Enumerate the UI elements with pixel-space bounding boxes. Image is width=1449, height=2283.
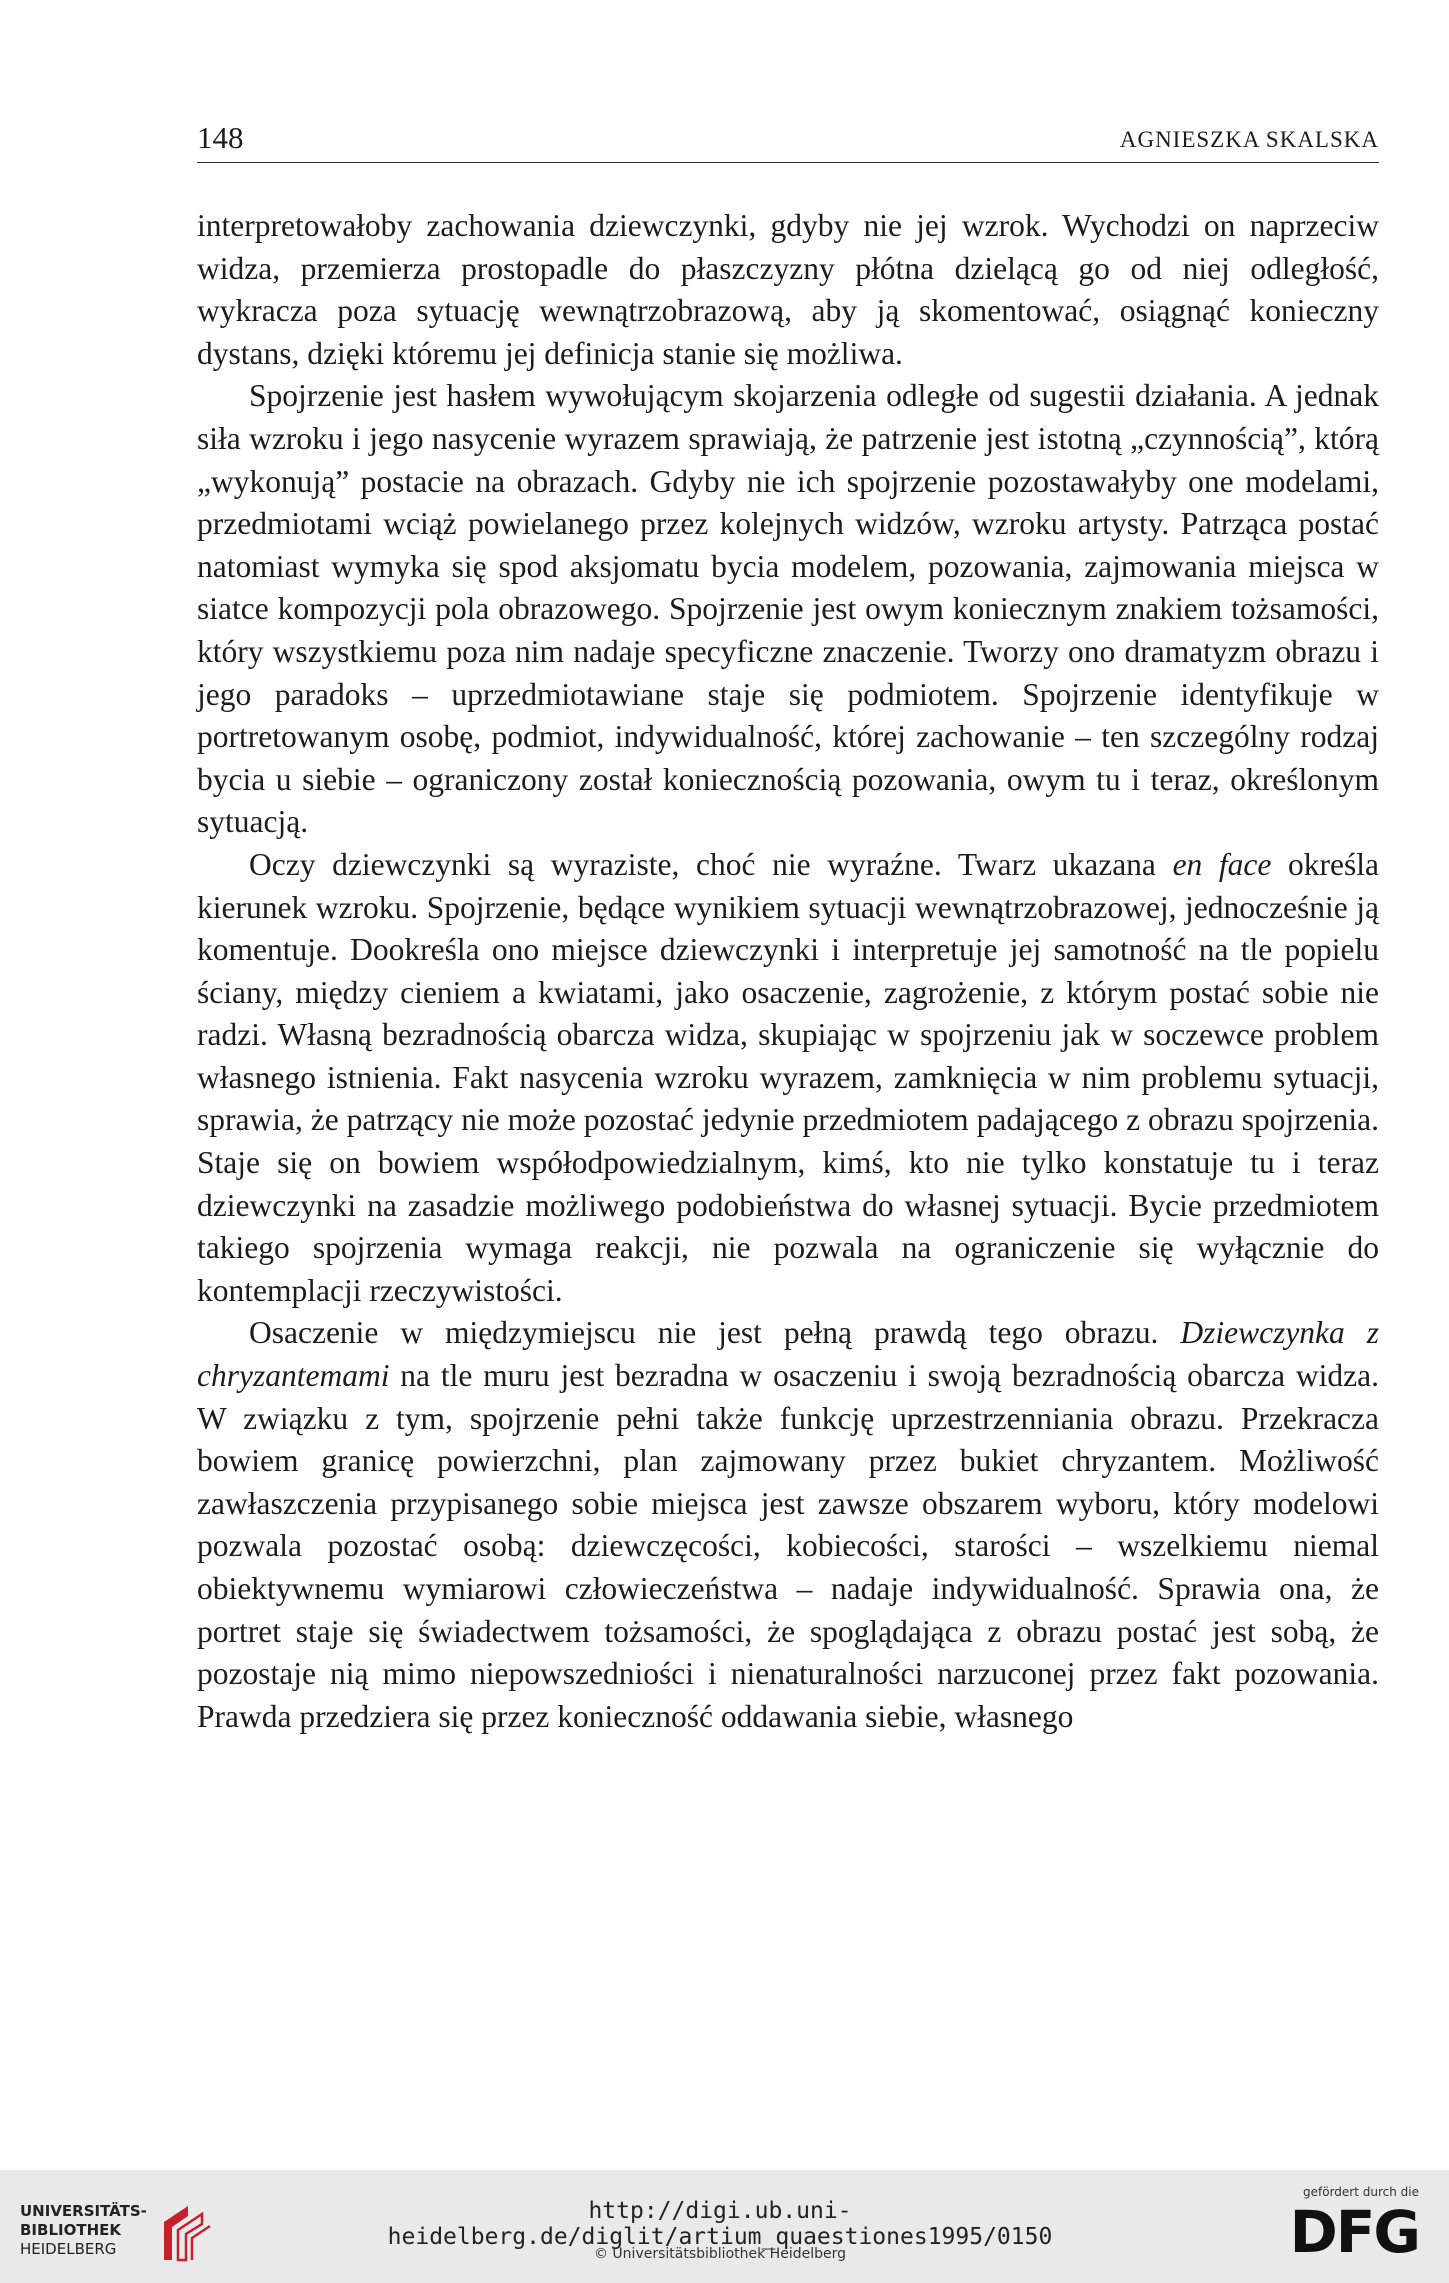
copyright-notice: © Universitätsbibliothek Heidelberg <box>593 2246 846 2262</box>
paragraph-2: Spojrzenie jest hasłem wywołującym skojarzenia odległe od sugestii działania. A jednak siła wzroku i jego nasycenie wyrazem sprawiają, że patrzenie jest istotną „czynnością”, którą „wykonują” postacie na obrazach. Gdyby nie ich spojrzenie pozostawałyby one modelami, przedmiotami wciąż powielanego przez kolejnych widzów, wzroku artysty. Patrząca postać natomiast wymyka się spod aksjomatu bycia modelem, pozowania, zajmowania miejsca w siatce kompozycji pola obrazowego. Spojrzenie jest owym koniecznym znakiem tożsamości, który wszystkiemu poza nim nadaje specyficzne znaczenie. Tworzy ono dramatyzm obrazu i jego paradoks – uprzedmiotawiane staje się podmiotem. Spojrzenie identyfikuje w portretowanym osobę, podmiot, indywidualność, której zachowanie – ten szczególny rodzaj bycia u siebie – ograniczony został koniecznością pozowania, owym tu i teraz, określonym sytuacją. <box>197 378 1379 840</box>
dfg-logo-icon: DFG <box>1289 2198 1419 2266</box>
body-text <box>197 205 1379 1738</box>
paragraph-4-italic: Dziewczynka z chryzantemami <box>197 1315 1379 1394</box>
digitization-footer <box>0 2170 1449 2283</box>
page-header <box>197 118 1379 163</box>
library-name-line-3: HEIDELBERG <box>20 2240 117 2258</box>
paragraph-3-start: Oczy dziewczynki są wyraziste, choć nie wyraźne. Twarz ukazana <box>249 846 1173 882</box>
paragraph-3-italic: en face <box>1172 846 1272 882</box>
library-name-line-1: UNIVERSITÄTS- <box>20 2202 147 2220</box>
funder-block[interactable] <box>1259 2184 1419 2274</box>
library-name <box>20 2202 147 2259</box>
funder-caption: gefördert durch die <box>1303 2185 1419 2199</box>
paragraph-4-end: na tle muru jest bezradna w osaczeniu i swoją bezradnością obarcza widza. W związku z tym, spojrzenie pełni także funkcję uprzestrzenniania obrazu. Przekracza bowiem granicę powierzchni, plan zajmowany przez bukiet chryzantem. Możliwość zawłaszczenia przypisanego sobie miejsca jest zawsze obszarem wyboru, który modelowi pozwala pozostać osobą: dziewczęcości, kobiecości, starości – wszelkiemu niemal obiektywnemu wymiarowi człowieczeństwa – nadaje indywidualność. Sprawia ona, że portret staje się świadectwem tożsamości, że spoglądająca z obrazu postać jest sobą, że pozostaje nią mimo niepowszedniości i nienaturalności narzuconej przez fakt pozowania. Prawda przedziera się przez konieczność oddawania siebie, własnego <box>197 1358 1379 1734</box>
permalink-url[interactable]: http://digi.ub.uni-heidelberg.de/diglit/artium_quaestiones1995/0150 <box>387 2198 1053 2250</box>
paragraph-3-end: określa kierunek wzroku. Spojrzenie, będące wynikiem sytuacji wewnątrzobrazowej, jednocześnie ją komentuje. Dookreśla ono miejsce dziewczynki i interpretuje jej samotność na tle popielu ściany, między cieniem a kwiatami, jako osaczenie, zagrożenie, z którym postać sobie nie radzi. Własną bezradnością obarcza widza, skupiając w spojrzeniu jak w soczewce problem własnego istnienia. Fakt nasycenia wzroku wyrazem, zamknięcia w nim problemu sytuacji, sprawia, że patrzący nie może pozostać jedynie przedmiotem padającego z obrazu spojrzenia. Staje się on bowiem współodpowiedzialnym, kimś, kto nie tylko konstatuje tu i teraz dziewczynki na zasadzie możliwego podobieństwa do własnej sytuacji. Bycie przedmiotem takiego spojrzenia wymaga reakcji, nie pozwala na ograniczenie się wyłącznie do kontemplacji rzeczywistości. <box>197 846 1380 1308</box>
paragraph-1: interpretowałoby zachowania dziewczynki, gdyby nie jej wzrok. Wychodzi on naprzeciw widza, przemierza prostopadle do płaszczyzny płótna dzielącą go od niej odległość, wykracza poza sytuację wewnątrzobrazową, aby ją skomentować, osiągnąć konieczny dystans, dzięki któremu jej definicja stanie się możliwa. <box>197 208 1379 371</box>
ub-heidelberg-logo-icon <box>158 2200 214 2264</box>
library-logo[interactable] <box>20 2200 220 2270</box>
paragraph-4 <box>197 1312 1379 1738</box>
running-head: AGNIESZKA SKALSKA <box>1119 127 1379 152</box>
page-number: 148 <box>197 120 244 155</box>
paragraph-4-start: Osaczenie w międzymiejscu nie jest pełną prawdą tego obrazu. <box>249 1315 1181 1351</box>
library-name-line-2: BIBLIOTHEK <box>20 2221 121 2239</box>
paragraph-3 <box>197 844 1379 1313</box>
